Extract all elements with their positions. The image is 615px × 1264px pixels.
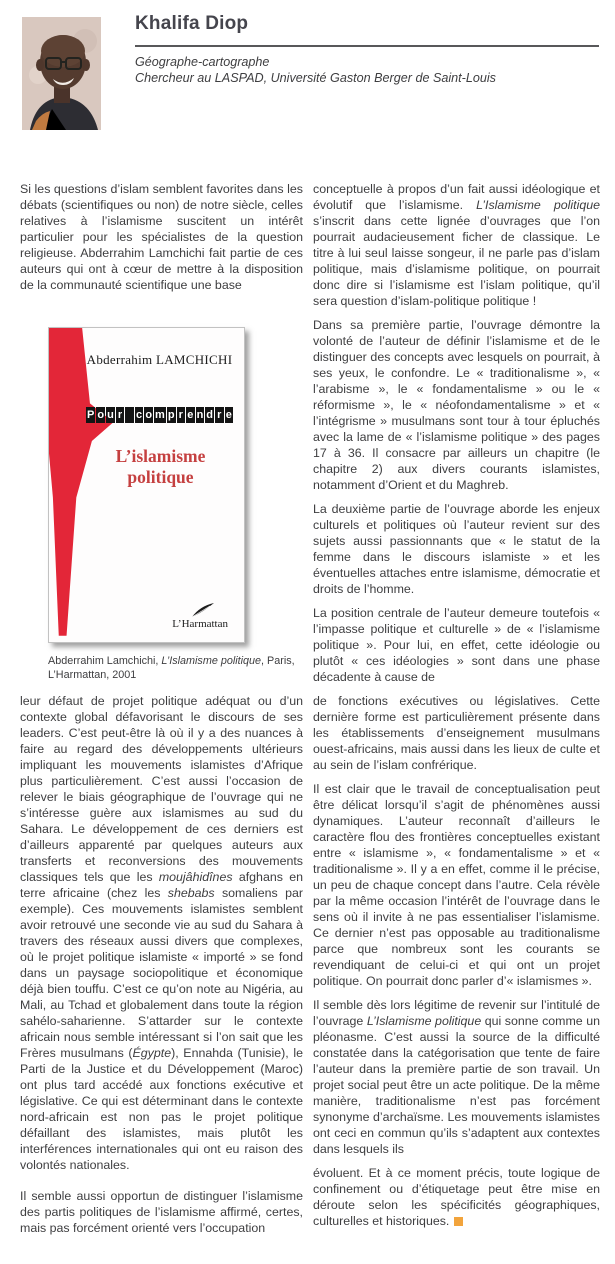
left-column [20, 181, 303, 1237]
author-role: Géographe-cartographe [135, 55, 270, 69]
author-photo [22, 17, 101, 130]
paragraph: leur défaut de projet politique adéquat ou d’un contexte global défavorisant le discours de ses leaders. C’est peut-être là où il y a des nuances à faire au regard des développements ultérieurs impliquant les mouvements islamistes d’Afrique plus particulièrement. C’est aussi l’occasion de relever le biais géographique de l’ouvrage qui ne s’intéresse guère aux islamismes au sud du Sahara. Le développement de ces derniers est d’ailleurs apparenté par quelques auteurs aux transferts et reconversions des mouvements classiques tels que les moujâhidînes afghans en terre africaine (chez les shebabs somaliens par exemple). Ces mouvements islamistes semblent avoir retrouvé une seconde vie au sud du Sahara à travers des réseaux aussi divers que complexes, où le projet politique islamiste « importé » se fond dans un paysage sociopolitique et économique déjà bien touffu. C’est ce qu’on note au Nigéria, au Mali, au Tchad et globalement dans toute la région sahélo-saharienne. S’attarder sur le contexte africain nous semble intéressant si l’on sait que les Frères musulmans (Égypte), Ennahda (Tunisie), le Parti de la Justice et du Développement (Maroc) ont plus tard accédé aux fonctions exécutive et législative. Ce qui est déterminant dans le contexte nord-africain est non pas le projet politique défaillant des islamistes, mais plutôt les interférences internationales qui ont eu raison des volontés nationales. [20, 694, 303, 1172]
author-name: Khalifa Diop [135, 13, 249, 34]
article-body [20, 181, 600, 1237]
book-figure [48, 327, 303, 682]
book-caption: Abderrahim Lamchichi, L’Islamisme politique, Paris, L’Harmattan, 2001 [48, 655, 295, 681]
header-divider [135, 45, 599, 47]
end-of-article-marker [454, 1217, 463, 1226]
paragraph: conceptuelle à propos d’un fait aussi idéologique et évolutif que l’islamisme. L’Islamisme politique s’inscrit dans cette lignée d’ouvrages que l’on pourrait audacieusement ficher de classique. Le titre à lui seul laisse songeur, il ne parle pas d’islam politique, mais d’islamisme politique, on pourrait donc dire si l’islamisme est l’islam politique, qu’il sera question d’islam-politique politique ! [313, 182, 600, 308]
paragraph [313, 1165, 600, 1229]
cover-series-title: P o u r c o m p r e n d r e [87, 409, 232, 421]
paragraph: Il semble dès lors légitime de revenir sur l’intitulé de l’ouvrage L’Islamisme politique qui sonne comme un pléonasme. C’est aussi la source de la difficulté constatée dans la catégorisation que tente de faire l’auteur dans la première partie de son travail. Un projet social peut être un acte politique. De la même manière, traditionalisme n’est pas forcément synonyme d’archaïsme. Les mouvements islamistes ont ceci en commun qu’ils s’adaptent aux contextes dans lesquels ils [313, 998, 600, 1156]
book-cover [48, 327, 245, 643]
paragraph-text: évoluent. Et à ce moment précis, toute logique de confinement ou d’étiquetage peut être mise en déroute selon les spécificités géographiques, culturelles et historiques. [313, 1166, 600, 1228]
paragraph: La deuxième partie de l’ouvrage aborde les enjeux culturels et politiques où l’auteur revient sur des sujets aussi passionnants que « le statut de la femme dans le discours islamiste » et les éventuelles attaches entre islamisme, démocratie et droits de l’homme. [313, 502, 600, 596]
cover-author: Abderrahim LAMCHICHI [86, 352, 233, 367]
paragraph: de fonctions exécutives ou législatives. Cette dernière forme est particulièrement présente dans les établissements d’enseignement musulmans ouest-africains, mais aussi dans les lieux de culte et au sein de l’islam confrérique. [313, 694, 600, 772]
paragraph: La position centrale de l’auteur demeure toutefois « l’impasse politique et culturelle » de « l’islamisme politique ». Pour lui, en effet, cette idéologie ou plutôt « ces idéologies » sont dans une phase décadente à cause de [313, 606, 600, 684]
author-details [135, 55, 496, 86]
paragraph: Si les questions d’islam semblent favorites dans les débats (scientifiques ou non) de notre siècle, celles relatives à l’islamisme suscitent un intérêt particulier pour les spécialistes de la question religieuse. Abderrahim Lamchichi fait partie de ces auteurs qui ont à cœur de mettre à la disposition de la communauté scientifique une base [20, 182, 303, 292]
author-affiliation: Chercheur au LASPAD, Université Gaston Berger de Saint-Louis [135, 70, 496, 85]
paragraph: Il est clair que le travail de conceptualisation peut être délicat lorsqu’il s’agit de phénomènes aussi dynamiques. L’auteur reconnaît d’ailleurs le caractère flou des frontières conceptuelles existant entre « islamisme », « fondamentalisme » et « traditionalisme ». Il y a en effet, comme il le précise, un peu de chaque concept dans l’autre. Cela révèle par la même occasion l’intérêt de l’ouvrage dans le sens où il invite à ne pas essentialiser l’islamisme. Ce dernier n’est pas opposable au traditionalisme parce que nombreux sont les courants se revendiquant de celui-ci et qui ont un projet politique. On pourrait donc parler d’« islamismes ». [313, 782, 600, 988]
paragraph: Dans sa première partie, l’ouvrage démontre la volonté de l’auteur de définir l’islamisme et de le distinguer des concepts avec lesquels on pourrait, à ses yeux, le confondre. Le « traditionalisme », « l’arabisme », le « fondamentalisme » ou le « réformisme », le « néofondamentalisme » et « l’intégrisme » musulmans sont tour à tour épluchés avec la lame de « l’islamisme politique » des pages 17 à 36. Il consacre par ailleurs un chapitre (le chapitre 2) aux divers courants islamistes, notamment d’Orient et du Maghreb. [313, 318, 600, 492]
cover-publisher: L’Harmattan [172, 618, 228, 630]
right-column [313, 181, 600, 1237]
feather-icon [190, 602, 216, 618]
paragraph: Il semble aussi opportun de distinguer l’islamisme des partis politiques de l’islamisme affirmé, certes, mais pas forcément orienté vers l’occupation [20, 1189, 303, 1235]
cover-book-title: L’islamisme politique [115, 446, 206, 487]
